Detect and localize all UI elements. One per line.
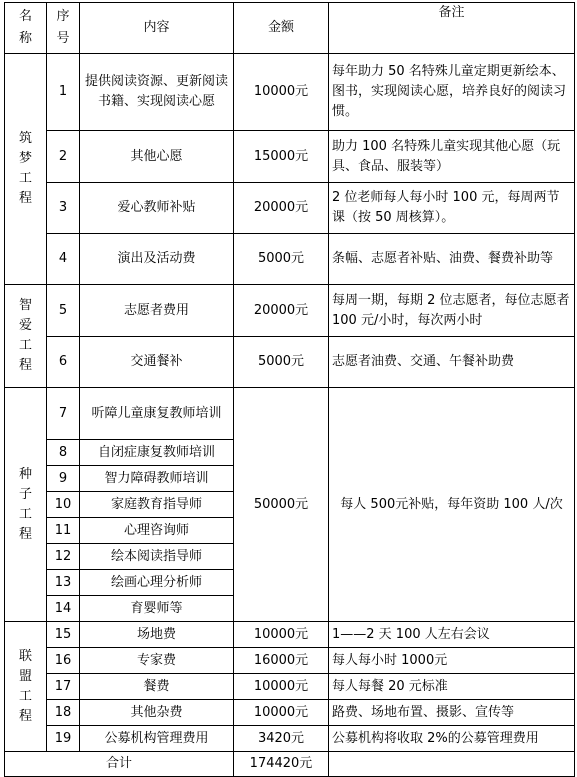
group-zhumeng-text: 筑 梦 工 程 bbox=[18, 131, 32, 206]
row-amount: 20000元 bbox=[234, 285, 329, 337]
row-note: 助力 100 名特殊儿童实现其他心愿（玩具、食品、服装等） bbox=[329, 131, 575, 183]
row-amount: 3420元 bbox=[234, 726, 329, 752]
row-amount: 5000元 bbox=[234, 337, 329, 388]
row-content: 其他杂费 bbox=[80, 700, 234, 726]
row-content: 餐费 bbox=[80, 674, 234, 700]
total-amount: 174420元 bbox=[234, 752, 329, 777]
group-label-zhumeng bbox=[5, 54, 47, 285]
total-note-empty bbox=[329, 752, 575, 777]
total-row bbox=[5, 752, 575, 777]
table-row bbox=[5, 285, 575, 337]
header-content: 内容 bbox=[80, 3, 234, 54]
row-content: 交通餐补 bbox=[80, 337, 234, 388]
row-no: 11 bbox=[47, 518, 80, 544]
row-no: 3 bbox=[47, 183, 80, 234]
table-row bbox=[5, 183, 575, 234]
row-note: 路费、场地布置、摄影、宣传等 bbox=[329, 700, 575, 726]
row-content: 提供阅读资源、更新阅读书籍、实现阅读心愿 bbox=[80, 54, 234, 131]
row-no: 14 bbox=[47, 596, 80, 622]
row-no: 16 bbox=[47, 648, 80, 674]
zhongzi-amount: 50000元 bbox=[234, 388, 329, 622]
table-row bbox=[5, 700, 575, 726]
row-content: 演出及活动费 bbox=[80, 234, 234, 285]
table-row bbox=[5, 622, 575, 648]
table-row bbox=[5, 234, 575, 285]
row-amount: 10000元 bbox=[234, 622, 329, 648]
row-content: 志愿者费用 bbox=[80, 285, 234, 337]
group-label-zhiai bbox=[5, 285, 47, 388]
row-note: 每年助力 50 名特殊儿童定期更新绘本、图书，实现阅读心愿，培养良好的阅读习惯。 bbox=[329, 54, 575, 131]
group-label-zhongzi bbox=[5, 388, 47, 622]
row-note: 志愿者油费、交通、午餐补助费 bbox=[329, 337, 575, 388]
row-content: 专家费 bbox=[80, 648, 234, 674]
row-no: 12 bbox=[47, 544, 80, 570]
row-content: 爱心教师补贴 bbox=[80, 183, 234, 234]
row-no: 13 bbox=[47, 570, 80, 596]
row-amount: 20000元 bbox=[234, 183, 329, 234]
row-content: 场地费 bbox=[80, 622, 234, 648]
row-note: 公募机构将收取 2%的公募管理费用 bbox=[329, 726, 575, 752]
header-amount: 金额 bbox=[234, 3, 329, 54]
row-no: 6 bbox=[47, 337, 80, 388]
header-no-text: 序 号 bbox=[56, 9, 70, 46]
row-no: 2 bbox=[47, 131, 80, 183]
table-row bbox=[5, 54, 575, 131]
row-content: 智力障碍教师培训 bbox=[80, 466, 234, 492]
group-label-lianmeng bbox=[5, 622, 47, 752]
row-content: 听障儿童康复教师培训 bbox=[80, 388, 234, 440]
row-amount: 10000元 bbox=[234, 700, 329, 726]
row-no: 4 bbox=[47, 234, 80, 285]
header-row bbox=[5, 3, 575, 54]
group-lianmeng-text: 联 盟 工 程 bbox=[18, 648, 32, 724]
table-row bbox=[5, 337, 575, 388]
row-no: 9 bbox=[47, 466, 80, 492]
row-content: 家庭教育指导师 bbox=[80, 492, 234, 518]
row-no: 18 bbox=[47, 700, 80, 726]
row-note: 2 位老师每人每小时 100 元，每周两节课（按 50 周核算）。 bbox=[329, 183, 575, 234]
row-content: 绘本阅读指导师 bbox=[80, 544, 234, 570]
row-content: 心理咨询师 bbox=[80, 518, 234, 544]
header-name-text: 名 称 bbox=[18, 9, 32, 46]
zhongzi-note: 每人 500元补贴，每年资助 100 人/次 bbox=[329, 388, 575, 622]
table-row bbox=[5, 648, 575, 674]
row-no: 5 bbox=[47, 285, 80, 337]
row-no: 1 bbox=[47, 54, 80, 131]
row-content: 绘画心理分析师 bbox=[80, 570, 234, 596]
table-row bbox=[5, 674, 575, 700]
row-amount: 10000元 bbox=[234, 54, 329, 131]
row-note: 每周一期，每期 2 位志愿者，每位志愿者 100 元/小时，每次两小时 bbox=[329, 285, 575, 337]
row-note: 条幅、志愿者补贴、油费、餐费补助等 bbox=[329, 234, 575, 285]
table-row bbox=[5, 726, 575, 752]
row-no: 7 bbox=[47, 388, 80, 440]
row-content: 育婴师等 bbox=[80, 596, 234, 622]
row-note: 每人每小时 1000元 bbox=[329, 648, 575, 674]
header-note: 备注 bbox=[329, 3, 575, 54]
group-zhiai-text: 智 爱 工 程 bbox=[18, 298, 32, 373]
table-row bbox=[5, 131, 575, 183]
row-no: 19 bbox=[47, 726, 80, 752]
row-no: 8 bbox=[47, 440, 80, 466]
row-amount: 5000元 bbox=[234, 234, 329, 285]
row-note: 每人每餐 20 元标准 bbox=[329, 674, 575, 700]
group-zhongzi-text: 种 子 工 程 bbox=[18, 466, 32, 542]
row-amount: 15000元 bbox=[234, 131, 329, 183]
row-amount: 10000元 bbox=[234, 674, 329, 700]
row-no: 17 bbox=[47, 674, 80, 700]
row-no: 15 bbox=[47, 622, 80, 648]
table-row bbox=[5, 388, 575, 440]
row-amount: 16000元 bbox=[234, 648, 329, 674]
row-content: 公募机构管理费用 bbox=[80, 726, 234, 752]
header-name bbox=[5, 3, 47, 54]
row-content: 自闭症康复教师培训 bbox=[80, 440, 234, 466]
row-note: 1——2 天 100 人左右会议 bbox=[329, 622, 575, 648]
row-content: 其他心愿 bbox=[80, 131, 234, 183]
total-label: 合计 bbox=[5, 752, 234, 777]
header-no bbox=[47, 3, 80, 54]
budget-table bbox=[4, 2, 575, 777]
row-no: 10 bbox=[47, 492, 80, 518]
